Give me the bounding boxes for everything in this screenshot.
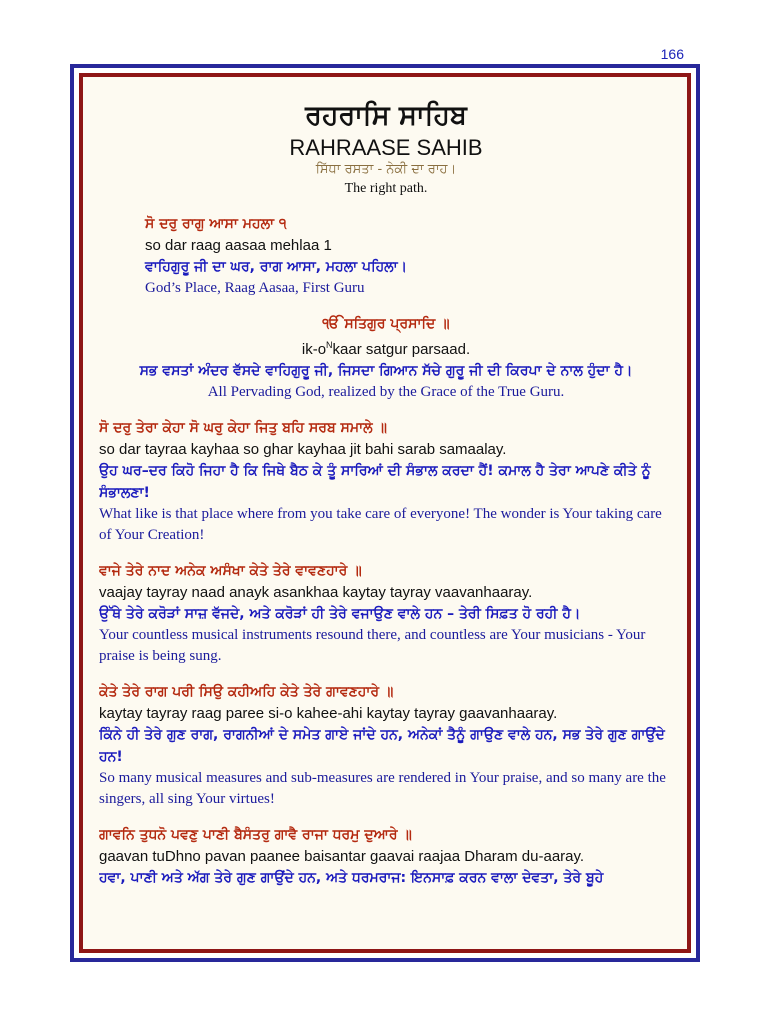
page-content (99, 99, 673, 939)
verse-transliteration: gaavan tuDhno pavan paanee baisantar gaavai raajaa Dharam du-aaray. (99, 848, 585, 865)
verse-transliteration: vaajay tayray naad anayk asankhaa kaytay tayray vaavanhaaray. (99, 584, 533, 601)
mool-english: All Pervading God, realized by the Grace of the True Guru. (207, 384, 565, 400)
verse-block (99, 824, 673, 889)
verse-punjabi: ਕਿੰਨੇ ਹੀ ਤੇਰੇ ਗੁਣ ਰਾਗ, ਰਾਗਨੀਆਂ ਦੇ ਸਮੇਤ ਗਾਏ ਜਾਂਦੇ ਹਨ, ਅਨੇਕਾਂ ਤੈਨੂੰ ਗਾਉਣ ਵਾਲੇ ਹਨ, ਸਭ ਤੇਰੇ ਗੁਣ ਗਾਉਂਦੇ ਹਨ! (99, 727, 665, 765)
verse-english: What like is that place where from you take care of everyone! The wonder is Your taking care of Your Creation! (99, 506, 662, 543)
intro-heading-gurmukhi: ਸੋ ਦਰੁ ਰਾਗੁ ਆਸਾ ਮਹਲਾ ੧ (145, 216, 287, 232)
title-english: RAHRAASE SAHIB (289, 135, 483, 160)
verse-gurmukhi: ਸੋ ਦਰੁ ਤੇਰਾ ਕੇਹਾ ਸੋ ਘਰੁ ਕੇਹਾ ਜਿਤੁ ਬਹਿ ਸਰਬ ਸਮਾਲੇ ॥ (99, 420, 387, 436)
inner-border (79, 73, 691, 953)
verse-transliteration: kaytay tayray raag paree si-o kahee-ahi kaytay tayray gaavanhaaray. (99, 705, 558, 722)
mool-translit-pre: ik-o (301, 341, 327, 358)
subtitle-gurmukhi: ਸਿੱਧਾ ਰਸਤਾ - ਨੇਕੀ ਦਾ ਰਾਹ। (315, 162, 457, 177)
verse-gurmukhi: ਵਾਜੇ ਤੇਰੇ ਨਾਦ ਅਨੇਕ ਅਸੰਖਾ ਕੇਤੇ ਤੇਰੇ ਵਾਵਣਹਾਰੇ ॥ (99, 563, 362, 579)
intro-english: God’s Place, Raag Aasaa, First Guru (145, 280, 365, 296)
verse-block (99, 681, 673, 810)
mool-transliteration (99, 335, 673, 360)
intro-transliteration: so dar raag aasaa mehlaa 1 (145, 237, 332, 254)
verse-english: Your countless musical instruments resound there, and countless are Your musicians - Your praise is being sung. (99, 627, 646, 664)
intro-punjabi: ਵਾਹਿਗੁਰੂ ਜੀ ਦਾ ਘਰ, ਰਾਗ ਆਸਾ, ਮਹਲਾ ਪਹਿਲਾ। (145, 259, 408, 275)
verse-transliteration: so dar tayraa kayhaa so ghar kayhaa jit bahi sarab samaalay. (99, 441, 507, 458)
mool-block (99, 313, 673, 403)
mool-gurmukhi: ੴ ਸਤਿਗੁਰ ਪ੍ਰਸਾਦਿ ॥ (322, 316, 450, 332)
intro-block (99, 213, 673, 299)
verse-punjabi: ਹਵਾ, ਪਾਣੀ ਅਤੇ ਅੱਗ ਤੇਰੇ ਗੁਣ ਗਾਉਂਦੇ ਹਨ, ਅਤੇ ਧਰਮਰਾਜ: ਇਨਸਾਫ਼ ਕਰਨ ਵਾਲਾ ਦੇਵਤਾ, ਤੇਰੇ ਬੂਹੇ (99, 870, 604, 886)
subtitle-english: The right path. (344, 181, 428, 196)
mool-translit-sup: N (326, 340, 333, 350)
verse-gurmukhi: ਗਾਵਨਿ ਤੁਧਨੋ ਪਵਣੁ ਪਾਣੀ ਬੈਸੰਤਰੁ ਗਾਵੈ ਰਾਜਾ ਧਰਮੁ ਦੁਆਰੇ ॥ (99, 827, 412, 843)
verse-english: So many musical measures and sub-measures are rendered in Your praise, and so many are the singers, all sing Your virtues! (99, 770, 666, 807)
page-number: 166 (660, 46, 684, 62)
outer-border (70, 64, 700, 962)
mool-punjabi: ਸਭ ਵਸਤਾਂ ਅੰਦਰ ਵੱਸਦੇ ਵਾਹਿਗੁਰੂ ਜੀ, ਜਿਸਦਾ ਗਿਆਨ ਸੱਚੇ ਗੁਰੂ ਜੀ ਦੀ ਕਿਰਪਾ ਦੇ ਨਾਲ ਹੁੰਦਾ ਹੈ। (139, 363, 633, 379)
mool-translit-post: kaar satgur parsaad. (332, 341, 471, 358)
verse-block (99, 417, 673, 546)
verse-punjabi: ਉਹ ਘਰ–ਦਰ ਕਿਹੋ ਜਿਹਾ ਹੈ ਕਿ ਜਿਥੇ ਬੈਠ ਕੇ ਤੂੰ ਸਾਰਿਆਂ ਦੀ ਸੰਭਾਲ ਕਰਦਾ ਹੈਂ! ਕਮਾਲ ਹੈ ਤੇਰਾ ਆਪਣੇ ਕੀਤੇ ਨੂੰ ਸੰਭਾਲਣਾ! (99, 463, 651, 501)
verse-punjabi: ਉੱਥੇ ਤੇਰੇ ਕਰੋੜਾਂ ਸਾਜ਼ ਵੱਜਦੇ, ਅਤੇ ਕਰੋੜਾਂ ਹੀ ਤੇਰੇ ਵਜਾਉਣ ਵਾਲੇ ਹਨ – ਤੇਰੀ ਸਿਫ਼ਤ ਹੋ ਰਹੀ ਹੈ। (99, 606, 581, 622)
title-gurmukhi: ਰਹਰਾਸਿ ਸਾਹਿਬ (305, 100, 467, 131)
verse-gurmukhi: ਕੇਤੇ ਤੇਰੇ ਰਾਗ ਪਰੀ ਸਿਉ ਕਹੀਅਹਿ ਕੇਤੇ ਤੇਰੇ ਗਾਵਣਹਾਰੇ ॥ (99, 684, 394, 700)
verse-block (99, 560, 673, 667)
